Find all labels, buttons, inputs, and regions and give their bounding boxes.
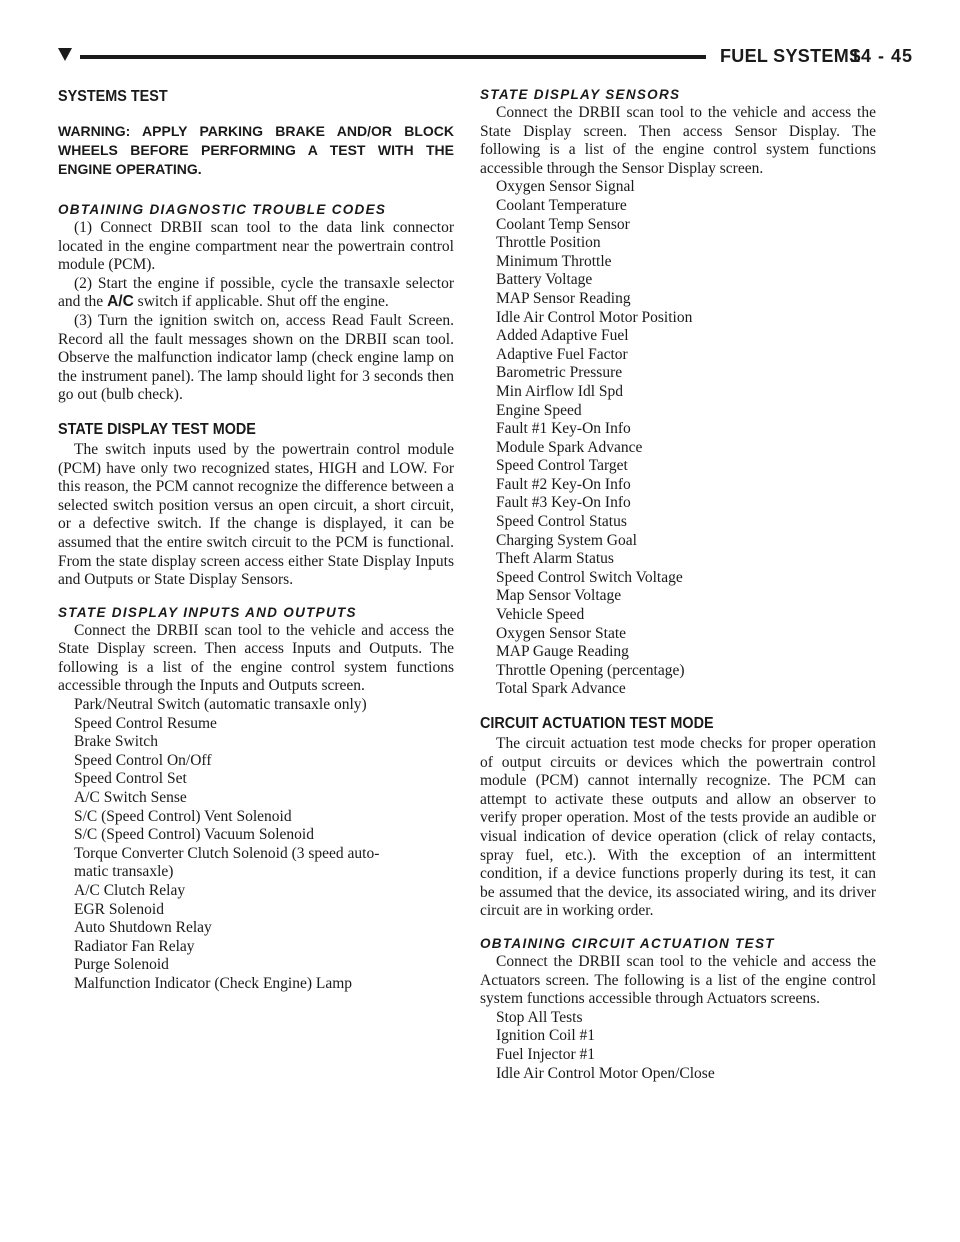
- obtaining-cat-heading: OBTAINING CIRCUIT ACTUATION TEST: [480, 935, 775, 951]
- list-item: Charging System Goal: [496, 531, 637, 549]
- step-2: (2) Start the engine if possible, cycle the transaxle selector and the A/C switch if applicable. Shut off the engine.: [58, 274, 454, 311]
- list-item: S/C (Speed Control) Vent Solenoid: [74, 807, 292, 825]
- list-item: Theft Alarm Status: [496, 550, 614, 568]
- list-item: Fault #2 Key-On Info: [496, 475, 631, 493]
- list-item: Fuel Injector #1: [496, 1045, 596, 1063]
- list-item: Stop All Tests: [496, 1008, 583, 1026]
- cat-paragraph: Connect the DRBII scan tool to the vehicle and access the Actuators screen. The following is a list of the engine control system functions accessible through Actuators screens.: [480, 952, 876, 1008]
- state-display-paragraph: The switch inputs used by the powertrain control module (PCM) have only two recognized states, HIGH and LOW. For this reason, the PCM cannot recognize the difference between a selected switch position versus an open circuit, a short circuit, or a defective switch. If the change is displayed, it can be assumed that the entire switch circuit to the PCM is functional. From the state display screen access either State Display Inputs and Outputs or State Display Sensors.: [58, 440, 454, 589]
- actuator-list: [480, 1009, 876, 1083]
- sensors-paragraph: Connect the DRBII scan tool to the vehicle and access the State Display screen. Then access Sensor Display. The following is a list of the engine control system functions accessible through the Sensor Display screen.: [480, 104, 876, 177]
- list-item: Auto Shutdown Relay: [74, 919, 212, 937]
- left-column: [58, 86, 454, 994]
- list-item: MAP Sensor Reading: [496, 289, 631, 307]
- list-item: Min Airflow Idl Spd: [496, 382, 624, 400]
- list-item: Total Spark Advance: [496, 680, 626, 698]
- list-item: Idle Air Control Motor Open/Close: [496, 1064, 715, 1082]
- list-item: Module Spark Advance: [496, 438, 643, 456]
- list-item: Coolant Temperature: [496, 196, 627, 214]
- list-item: Radiator Fan Relay: [74, 937, 195, 955]
- sensor-list: [480, 178, 876, 699]
- warning-text: WARNING: APPLY PARKING BRAKE AND/OR BLOCK WHEELS BEFORE PERFORMING A TEST WITH THE ENGINE OPERATING.: [58, 123, 454, 177]
- circuit-actuation-paragraph: The circuit actuation test mode checks for proper operation of output circuits or devices which the powertrain control module (PCM) cannot internally recognize. The PCM can attempt to activate these outputs and allow an observer to verify proper operation. Most of the tests provide an audible or visual indication of device operation (click of relay contacts, spray fuel, etc.). With the exception of an intermittent condition, if a device functions properly during its test, it can be assumed that the device, its associated wiring, and its driver circuit are in working order.: [480, 735, 876, 920]
- list-item: Speed Control Status: [496, 513, 627, 531]
- list-item: S/C (Speed Control) Vacuum Solenoid: [74, 826, 314, 844]
- list-item: Torque Converter Clutch Solenoid (3 speed auto-: [74, 844, 380, 862]
- list-item: Park/Neutral Switch (automatic transaxle only): [74, 696, 367, 714]
- list-item: matic transaxle): [74, 863, 174, 881]
- sensors-heading: STATE DISPLAY SENSORS: [480, 87, 681, 102]
- io-heading: STATE DISPLAY INPUTS AND OUTPUTS: [58, 604, 357, 620]
- list-item: Map Sensor Voltage: [496, 587, 622, 605]
- list-item: Vehicle Speed: [496, 606, 585, 624]
- list-item: Speed Control Switch Voltage: [496, 568, 683, 586]
- list-item: A/C Switch Sense: [74, 789, 187, 807]
- page-number: 14 - 45: [850, 46, 914, 66]
- list-item: Purge Solenoid: [74, 956, 169, 974]
- list-item: Added Adaptive Fuel: [496, 327, 629, 345]
- list-item: Throttle Position: [496, 234, 601, 252]
- header-rule: [80, 55, 706, 59]
- list-item: Adaptive Fuel Factor: [496, 345, 628, 363]
- page-header: [58, 40, 914, 70]
- list-item: Fault #3 Key-On Info: [496, 494, 631, 512]
- circuit-actuation-heading: CIRCUIT ACTUATION TEST MODE: [480, 715, 714, 732]
- list-item: Oxygen Sensor Signal: [496, 178, 635, 196]
- obtaining-dtc-heading: OBTAINING DIAGNOSTIC TROUBLE CODES: [58, 202, 387, 217]
- list-item: Coolant Temp Sensor: [496, 215, 630, 233]
- list-item: Throttle Opening (percentage): [496, 661, 685, 679]
- state-display-heading: STATE DISPLAY TEST MODE: [58, 420, 256, 438]
- list-item: Speed Control On/Off: [74, 751, 212, 769]
- list-item: Engine Speed: [496, 401, 582, 419]
- section-title: FUEL SYSTEMS: [720, 46, 862, 66]
- io-list: [58, 696, 454, 994]
- list-item: Fault #1 Key-On Info: [496, 420, 631, 438]
- list-item: Ignition Coil #1: [496, 1027, 596, 1045]
- systems-test-heading: SYSTEMS TEST: [58, 88, 168, 105]
- list-item: A/C Clutch Relay: [74, 882, 186, 899]
- list-item: Oxygen Sensor State: [496, 624, 627, 642]
- step-1: (1) Connect DRBII scan tool to the data link connector located in the engine compartment near the powertrain control module (PCM).: [58, 219, 454, 274]
- io-paragraph: Connect the DRBII scan tool to the vehicle and access the State Display screen. Then access Inputs and Outputs. The following is a list of the engine control system functions accessible through the Inputs and Outputs screen.: [58, 621, 454, 695]
- list-item: Speed Control Target: [496, 457, 628, 475]
- step-3: (3) Turn the ignition switch on, access Read Fault Screen. Record all the fault messages shown on the DRBII scan tool. Observe the malfunction indicator lamp (check engine lamp on the instrument panel). The lamp should light for 3 seconds then go out (bulb check).: [58, 311, 454, 404]
- list-item: Minimum Throttle: [496, 252, 612, 270]
- list-item: EGR Solenoid: [74, 900, 164, 918]
- list-item: Brake Switch: [74, 733, 158, 751]
- list-item: Idle Air Control Motor Position: [496, 308, 693, 326]
- list-item: Barometric Pressure: [496, 364, 623, 382]
- right-column: [480, 86, 876, 1083]
- list-item: Malfunction Indicator (Check Engine) Lamp: [74, 974, 353, 992]
- section-marker-icon: [58, 48, 72, 61]
- list-item: Battery Voltage: [496, 271, 593, 289]
- list-item: Speed Control Set: [74, 770, 187, 788]
- list-item: MAP Gauge Reading: [496, 643, 629, 661]
- list-item: Speed Control Resume: [74, 714, 217, 732]
